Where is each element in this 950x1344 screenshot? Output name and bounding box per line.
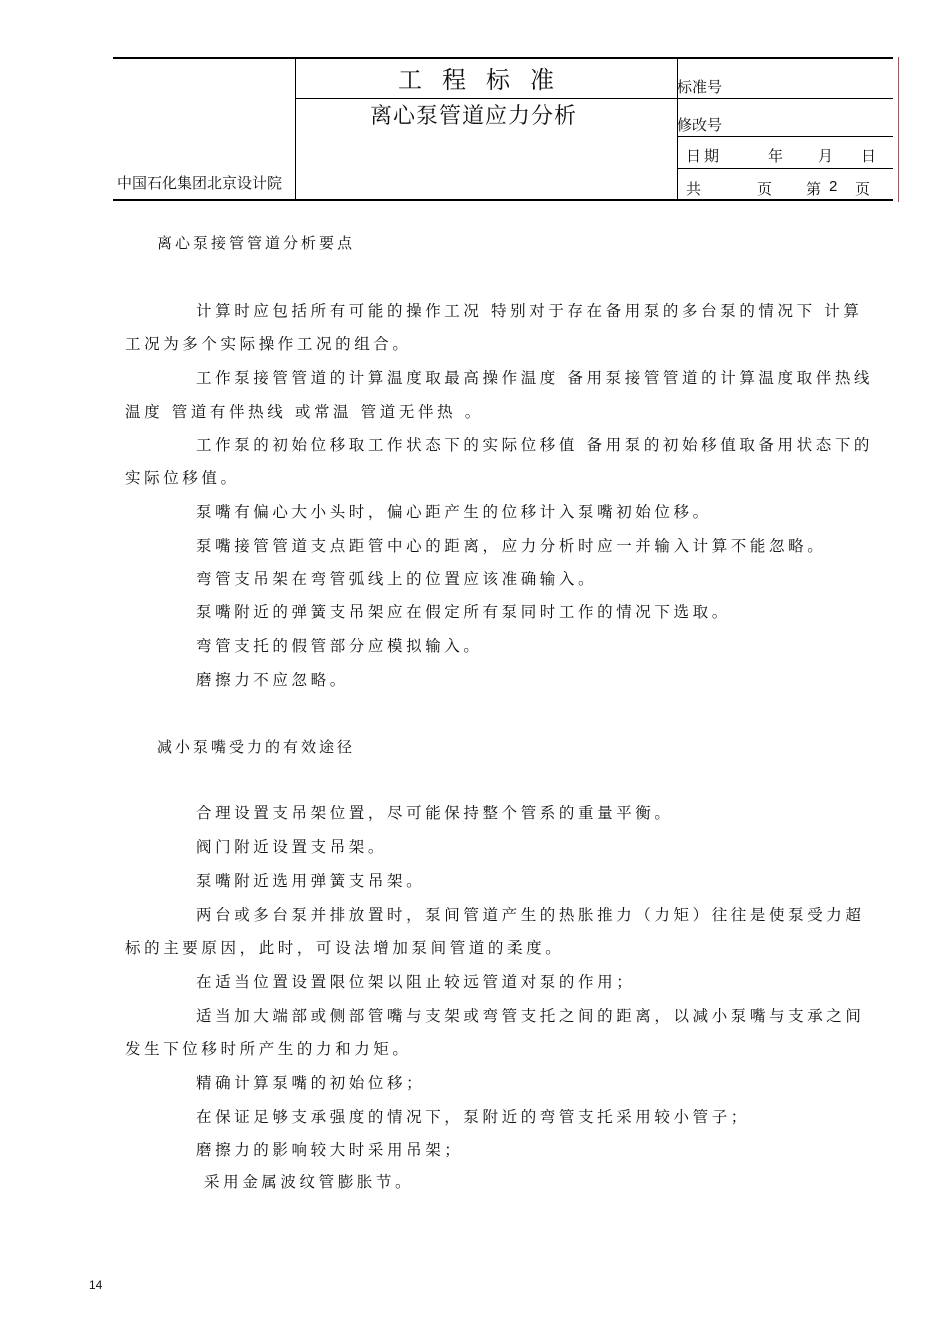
date-label: 日期 [686, 147, 723, 165]
revision-number-label: 修改号 [677, 116, 723, 134]
total-pages-label: 页 [757, 180, 773, 198]
paragraph-line: 在保证足够支承强度的情况下，泵附近的弯管支托采用较小管子； [196, 1108, 750, 1126]
date-month: 月 [818, 147, 834, 165]
header-bottom-rule [113, 199, 893, 201]
paragraph-line: 精确计算泵嘴的初始位移； [196, 1074, 426, 1092]
section-heading: 减小泵嘴受力的有效途径 [157, 738, 356, 756]
paragraph-line: 在适当位置设置限位架以阻止较远管道对泵的作用； [196, 973, 636, 991]
total-label: 共 [686, 180, 702, 198]
standard-number-label: 标准号 [677, 78, 723, 96]
section-heading: 离心泵接管管道分析要点 [157, 234, 356, 252]
header-right-edge [898, 57, 899, 202]
paragraph-line: 两台或多台泵并排放置时，泵间管道产生的热胀推力（力矩）往往是使泵受力超 [196, 906, 865, 924]
paragraph-line: 泵嘴附近选用弹簧支吊架。 [196, 872, 426, 890]
date-day: 日 [861, 147, 877, 165]
paragraph-line: 泵嘴有偏心大小头时，偏心距产生的位移计入泵嘴初始位移。 [196, 503, 712, 521]
page-prefix: 第 [806, 180, 822, 198]
header-top-rule [113, 57, 893, 59]
paragraph-line: 适当加大端部或侧部管嘴与支架或弯管支托之间的距离，以减小泵嘴与支承之间 [196, 1007, 865, 1025]
paragraph-line: 计算时应包括所有可能的操作工况 特别对于存在备用泵的多台泵的情况下 计算 [196, 302, 863, 320]
paragraph-line: 磨擦力的影响较大时采用吊架； [196, 1141, 464, 1159]
paragraph-line: 泵嘴接管管道支点距管中心的距离，应力分析时应一并输入计算不能忽略。 [196, 537, 827, 555]
header-row-rule-2 [677, 136, 893, 137]
paragraph-line: 采用金属波纹管膨胀节。 [204, 1173, 415, 1191]
document-type-title: 工程标准 [398, 66, 574, 94]
paragraph-line: 磨擦力不应忽略。 [196, 671, 349, 689]
date-year: 年 [768, 147, 784, 165]
page-suffix: 页 [855, 180, 871, 198]
paragraph-line: 标的主要原因，此时，可设法增加泵间管道的柔度。 [125, 939, 565, 957]
paragraph-line: 工作泵接管管道的计算温度取最高操作温度 备用泵接管管道的计算温度取伴热线 [196, 369, 874, 387]
organization-name: 中国石化集团北京设计院 [117, 174, 283, 192]
document-title: 离心泵管道应力分析 [370, 104, 578, 129]
paragraph-line: 工作泵的初始位移取工作状态下的实际位移值 备用泵的初始移值取备用状态下的 [196, 436, 874, 454]
paragraph-line: 温度 管道有伴热线 或常温 管道无伴热 。 [125, 403, 484, 421]
paragraph-line: 合理设置支吊架位置，尽可能保持整个管系的重量平衡。 [196, 804, 674, 822]
paragraph-line: 弯管支吊架在弯管弧线上的位置应该准确输入。 [196, 570, 598, 588]
current-page-number: 2 [829, 178, 838, 195]
page-number: 14 [89, 1278, 103, 1292]
header-vline-left [295, 57, 296, 200]
paragraph-line: 发生下位移时所产生的力和力矩。 [125, 1040, 412, 1058]
paragraph-line: 工况为多个实际操作工况的组合。 [125, 335, 412, 353]
header-row-rule-3 [677, 168, 893, 169]
paragraph-line: 泵嘴附近的弹簧支吊架应在假定所有泵同时工作的情况下选取。 [196, 603, 731, 621]
paragraph-line: 弯管支托的假管部分应模拟输入。 [196, 637, 483, 655]
paragraph-line: 阀门附近设置支吊架。 [196, 838, 388, 856]
paragraph-line: 实际位移值。 [125, 469, 240, 487]
